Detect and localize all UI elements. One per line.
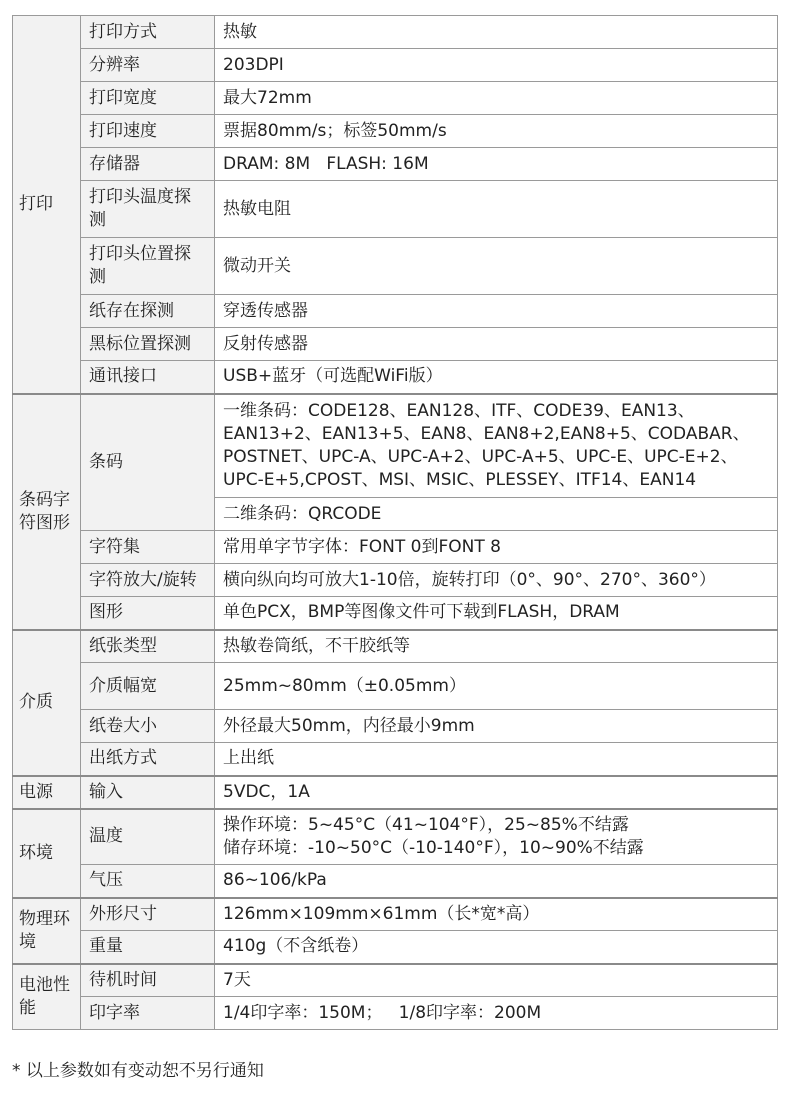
table-row bbox=[13, 931, 778, 964]
barcode-1d-line: EAN13+2、EAN13+5、EAN8、EAN8+2,EAN8+5、CODABAR、 bbox=[223, 423, 750, 444]
spec-value: DRAM: 8M FLASH: 16M bbox=[215, 148, 778, 181]
spec-value: 上出纸 bbox=[215, 743, 778, 776]
spec-label: 图形 bbox=[81, 597, 215, 630]
spec-value: 微动开关 bbox=[215, 238, 778, 295]
temperature-line: 储存环境：-10~50°C（-10-140°F），10~90%不结露 bbox=[223, 837, 644, 858]
spec-label: 打印速度 bbox=[81, 115, 215, 148]
spec-value: 7天 bbox=[215, 964, 778, 997]
spec-label: 印字率 bbox=[81, 997, 215, 1030]
spec-label: 通讯接口 bbox=[81, 361, 215, 394]
table-row bbox=[13, 238, 778, 295]
table-row bbox=[13, 394, 778, 498]
spec-label: 字符放大/旋转 bbox=[81, 564, 215, 597]
category-power: 电源 bbox=[13, 776, 81, 809]
spec-label: 重量 bbox=[81, 931, 215, 964]
spec-value: 热敏卷筒纸，不干胶纸等 bbox=[215, 630, 778, 663]
table-row bbox=[13, 148, 778, 181]
spec-value: USB+蓝牙（可选配WiFi版） bbox=[215, 361, 778, 394]
table-row bbox=[13, 328, 778, 361]
spec-value bbox=[215, 394, 778, 498]
spec-label: 存储器 bbox=[81, 148, 215, 181]
table-row bbox=[13, 564, 778, 597]
table-row bbox=[13, 49, 778, 82]
spec-label: 字符集 bbox=[81, 531, 215, 564]
spec-label: 分辨率 bbox=[81, 49, 215, 82]
spec-label: 外形尺寸 bbox=[81, 898, 215, 931]
table-row bbox=[13, 710, 778, 743]
table-row bbox=[13, 663, 778, 710]
table-row bbox=[13, 964, 778, 997]
spec-label: 打印宽度 bbox=[81, 82, 215, 115]
spec-label: 打印头温度探测 bbox=[81, 181, 215, 238]
spec-value: 穿透传感器 bbox=[215, 295, 778, 328]
spec-value: 外径最大50mm，内径最小9mm bbox=[215, 710, 778, 743]
category-barcode: 条码字符图形 bbox=[13, 394, 81, 630]
table-row bbox=[13, 809, 778, 865]
table-row bbox=[13, 295, 778, 328]
barcode-1d-line: POSTNET、UPC-A、UPC-A+2、UPC-A+5、UPC-E、UPC-E+2、 bbox=[223, 446, 738, 467]
table-row bbox=[13, 743, 778, 776]
spec-value: 86~106/kPa bbox=[215, 865, 778, 898]
spec-label: 出纸方式 bbox=[81, 743, 215, 776]
spec-label: 黑标位置探测 bbox=[81, 328, 215, 361]
spec-label: 气压 bbox=[81, 865, 215, 898]
spec-label: 打印头位置探测 bbox=[81, 238, 215, 295]
table-row bbox=[13, 115, 778, 148]
table-row bbox=[13, 776, 778, 809]
spec-value: 203DPI bbox=[215, 49, 778, 82]
spec-label: 纸张类型 bbox=[81, 630, 215, 663]
spec-value: 热敏电阻 bbox=[215, 181, 778, 238]
category-media: 介质 bbox=[13, 630, 81, 776]
table-row bbox=[13, 531, 778, 564]
spec-label: 输入 bbox=[81, 776, 215, 809]
spec-value: 单色PCX，BMP等图像文件可下载到FLASH，DRAM bbox=[215, 597, 778, 630]
spec-label: 温度 bbox=[81, 809, 215, 865]
spec-value: 最大72mm bbox=[215, 82, 778, 115]
table-row bbox=[13, 597, 778, 630]
barcode-1d-line: UPC-E+5,CPOST、MSI、MSIC、PLESSEY、ITF14、EAN14 bbox=[223, 469, 697, 490]
table-row bbox=[13, 82, 778, 115]
barcode-1d-line: 一维条码：CODE128、EAN128、ITF、CODE39、EAN13、 bbox=[223, 400, 695, 421]
table-row bbox=[13, 361, 778, 394]
spec-value: 二维条码：QRCODE bbox=[215, 498, 778, 531]
table-row bbox=[13, 630, 778, 663]
spec-value: 25mm~80mm（±0.05mm） bbox=[215, 663, 778, 710]
spec-value: 1/4印字率：150M； 1/8印字率：200M bbox=[215, 997, 778, 1030]
spec-label: 介质幅宽 bbox=[81, 663, 215, 710]
spec-value: 反射传感器 bbox=[215, 328, 778, 361]
spec-label: 纸卷大小 bbox=[81, 710, 215, 743]
category-print: 打印 bbox=[13, 16, 81, 394]
footnote: * 以上参数如有变动恕不另行通知 bbox=[12, 1061, 264, 1081]
table-row bbox=[13, 181, 778, 238]
spec-value bbox=[215, 809, 778, 865]
category-environment: 环境 bbox=[13, 809, 81, 898]
spec-label: 条码 bbox=[81, 394, 215, 531]
category-battery: 电池性能 bbox=[13, 964, 81, 1030]
table-row bbox=[13, 865, 778, 898]
spec-value: 410g（不含纸卷） bbox=[215, 931, 778, 964]
spec-value: 常用单字节字体：FONT 0到FONT 8 bbox=[215, 531, 778, 564]
spec-value: 126mm×109mm×61mm（长*宽*高） bbox=[215, 898, 778, 931]
table-row bbox=[13, 16, 778, 49]
spec-value: 票据80mm/s；标签50mm/s bbox=[215, 115, 778, 148]
table-row bbox=[13, 997, 778, 1030]
spec-table bbox=[12, 15, 778, 1030]
spec-value: 热敏 bbox=[215, 16, 778, 49]
spec-label: 打印方式 bbox=[81, 16, 215, 49]
category-physical: 物理环境 bbox=[13, 898, 81, 964]
spec-label: 待机时间 bbox=[81, 964, 215, 997]
table-row bbox=[13, 898, 778, 931]
spec-label: 纸存在探测 bbox=[81, 295, 215, 328]
spec-value: 5VDC，1A bbox=[215, 776, 778, 809]
temperature-line: 操作环境：5~45°C（41~104°F），25~85%不结露 bbox=[223, 814, 629, 835]
spec-value: 横向纵向均可放大1-10倍，旋转打印（0°、90°、270°、360°） bbox=[215, 564, 778, 597]
